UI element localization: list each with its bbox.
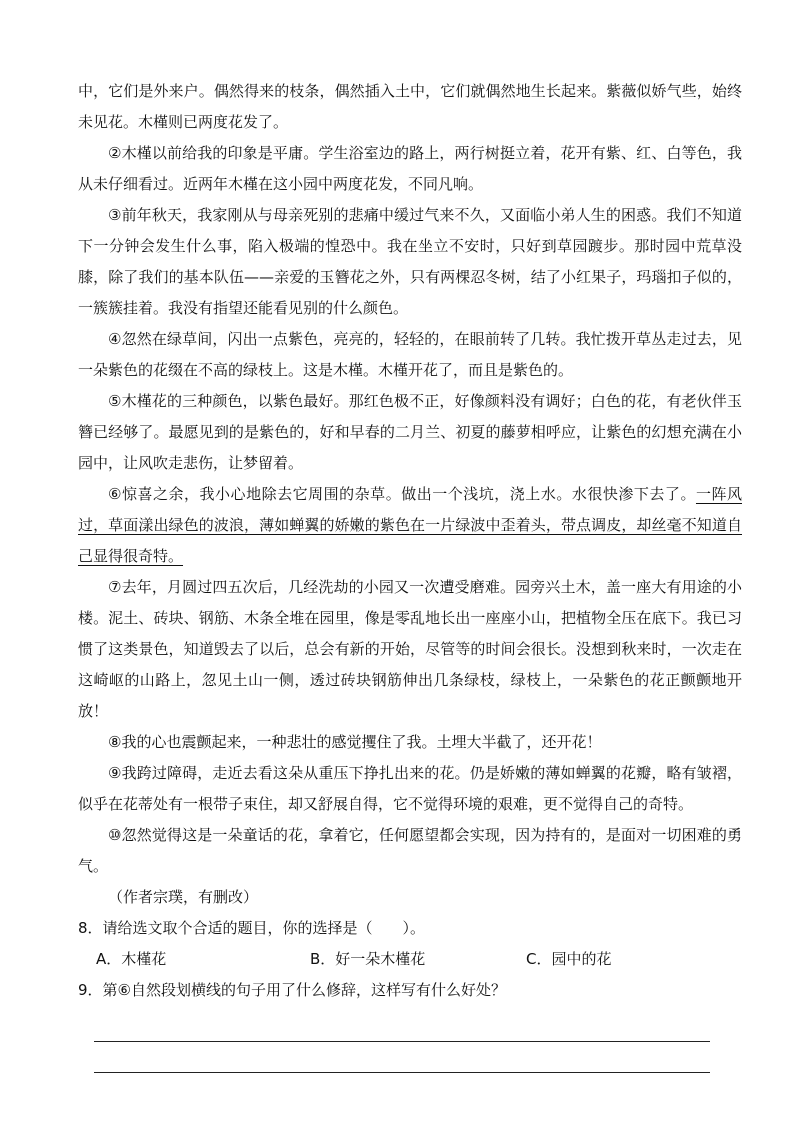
paragraph-2: ②木槿以前给我的印象是平庸。学生浴室边的路上，两行树挺立着，花开有紫、红、白等色，我从未仔细看过。近两年木槿在这小园中两度花发，不同凡响。 — [78, 144, 742, 193]
paragraph-5: ⑤木槿花的三种颜色，以紫色最好。那红色极不正，好像颜料没有调好；白色的花，有老伙伴玉簪已经够了。最愿见到的是紫色的，好和早春的二月兰、初夏的藤萝相呼应，让紫色的幻想充满在小园中，让风吹走悲伤，让梦留着。 — [78, 392, 742, 472]
option-a[interactable]: A．木槿花 — [96, 950, 167, 968]
answer-line-1[interactable] — [94, 1008, 710, 1042]
paragraph-4: ④忽然在绿草间，闪出一点紫色，亮亮的，轻轻的，在眼前转了几转。我忙拨开草丛走过去，见一朵紫色的花缀在不高的绿枝上。这是木槿。木槿开花了，而且是紫色的。 — [78, 330, 742, 379]
underlined-sentence: 一阵风过，草面漾出绿色的波浪，薄如蝉翼的娇嫩的紫色在一片绿波中歪着头，带点调皮，却丝毫不知道自己显得很奇特。 — [78, 485, 742, 565]
paragraph-3: ③前年秋天，我家刚从与母亲死别的悲痛中缓过气来不久，又面临小弟人生的困惑。我们不知道下一分钟会发生什么事，陷入极端的惶恐中。我在坐立不安时，只好到草园踱步。那时园中荒草没膝，除了我们的基本队伍——亲爱的玉簪花之外，只有两棵忍冬树，结了小红果子，玛瑙扣子似的，一簇簇挂着。我没有指望还能看见别的什么颜色。 — [78, 206, 742, 317]
paragraph-7: ⑦去年，月圆过四五次后，几经洗劫的小园又一次遭受磨难。园旁兴土木，盖一座大有用途的小楼。泥土、砖块、钢筋、木条全堆在园里，像是零乱地长出一座座小山，把植物全压在底下。我已习惯了这类景色，知道毁去了以后，总会有新的开始，尽管等的时间会很长。没想到秋来时，一次走在这崎岖的山路上，忽见土山一侧，透过砖块钢筋伸出几条绿枝，绿枝上，一朵紫色的花正颤颤地开放！ — [78, 578, 742, 720]
paragraph-10: ⑩忽然觉得这是一朵童话的花，拿着它，任何愿望都会实现，因为持有的，是面对一切困难的勇气。 — [78, 826, 742, 875]
question-9: 9．第⑥自然段划横线的句子用了什么修辞，这样写有什么好处？ — [78, 981, 506, 999]
option-c[interactable]: C．园中的花 — [526, 950, 612, 968]
question-8-options — [78, 944, 742, 975]
paragraph-6 — [78, 479, 742, 572]
paragraph-6-text: ⑥惊喜之余，我小心地除去它周围的杂草。做出一个浅坑，浇上水。水很快渗下去了。 — [108, 485, 696, 503]
answer-line-2[interactable] — [94, 1042, 710, 1073]
paragraph-1-continued: 中，它们是外来户。偶然得来的枝条，偶然插入土中，它们就偶然地生长起来。紫薇似娇气些，始终未见花。木槿则已两度花发了。 — [78, 82, 742, 131]
document-page — [78, 76, 742, 1073]
paragraph-9: ⑨我跨过障碍，走近去看这朵从重压下挣扎出来的花。仍是娇嫩的薄如蝉翼的花瓣，略有皱褶，似乎在花蒂处有一根带子束住，却又舒展自得，它不觉得环境的艰难，更不觉得自己的奇特。 — [78, 764, 742, 813]
source-note: （作者宗璞，有删改） — [108, 888, 259, 906]
option-b[interactable]: B．好一朵木槿花 — [310, 950, 426, 968]
paragraph-8: ⑧我的心也震颤起来，一种悲壮的感觉攫住了我。土埋大半截了，还开花！ — [108, 733, 602, 751]
question-8: 8．请给选文取个合适的题目，你的选择是（ ）。 — [78, 919, 426, 937]
